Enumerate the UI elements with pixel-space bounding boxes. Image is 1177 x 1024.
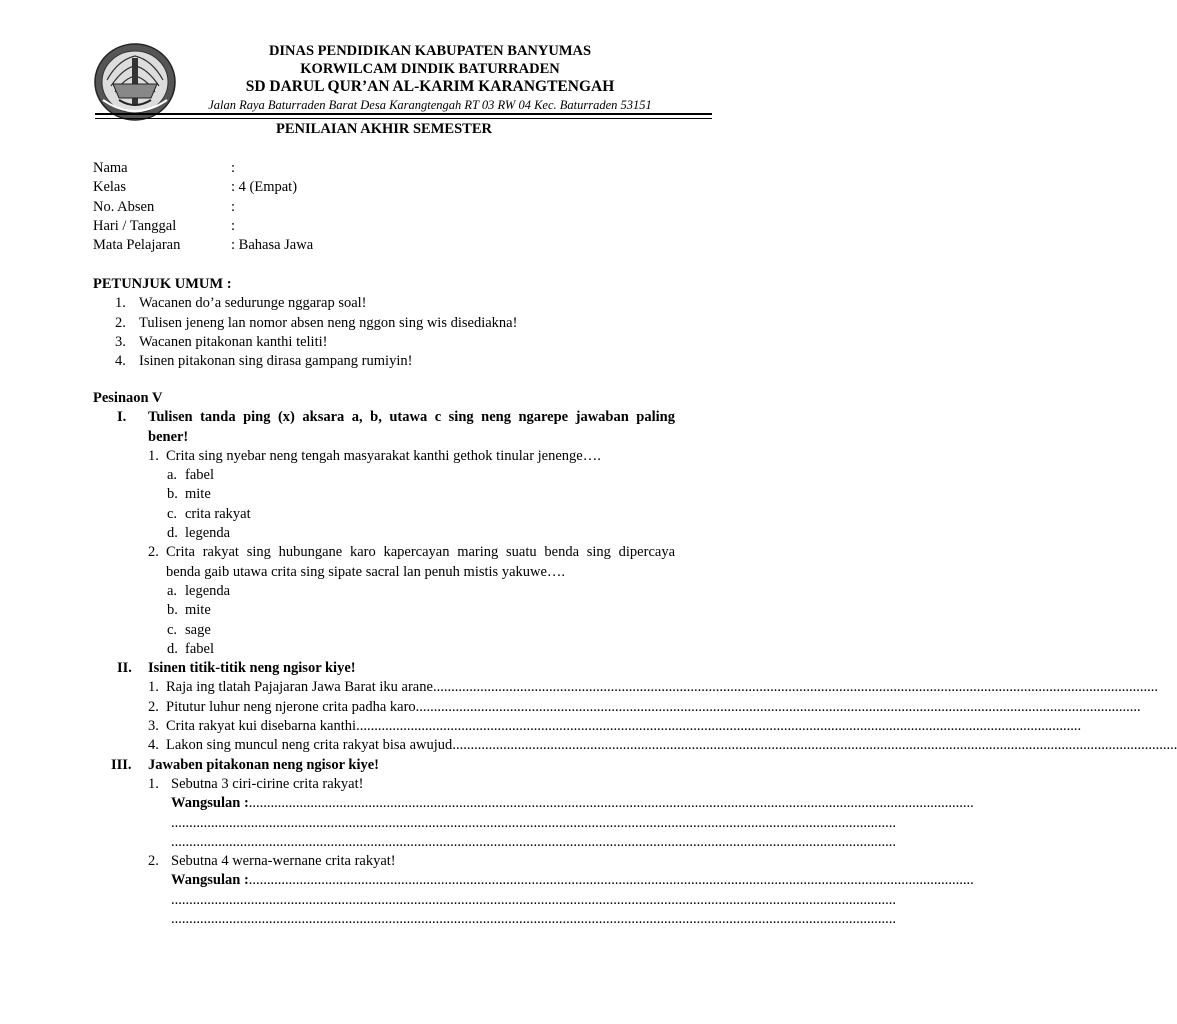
part-number: II.	[117, 660, 132, 677]
answer-line	[93, 910, 896, 929]
question-text: Crita sing nyebar neng tengah masyarakat kanthi gethok tinular jenenge….	[166, 447, 601, 464]
option: a. fabel	[93, 466, 713, 485]
school-address: Jalan Raya Baturraden Barat Desa Karangtengah RT 03 RW 04 Kec. Baturraden 53151	[208, 97, 652, 112]
answer-blank[interactable]: ........................................................................................................................................................................................................	[356, 718, 1082, 735]
fill-item-text: Lakon sing muncul neng crita rakyat bisa awujud	[166, 737, 453, 754]
option: a. legenda	[93, 582, 713, 601]
part-heading-cont	[93, 428, 713, 447]
instruction-text: Tulisen jeneng lan nomor absen neng nggon sing wis disediakna!	[139, 314, 518, 331]
answer-blank[interactable]: ........................................................................................................................................................................................................	[171, 814, 896, 831]
fill-item: 3. Crita rakyat kui disebarna kanthi........................................................................................................................................................................................................	[93, 717, 713, 736]
instructions-heading: PETUNJUK UMUM :	[93, 276, 232, 292]
answer-blank[interactable]: ........................................................................................................................................................................................................	[171, 891, 896, 908]
answer-line	[93, 814, 896, 833]
essay-question: 2. Sebutna 4 werna-wernane crita rakyat!	[93, 852, 713, 871]
question-cont	[93, 563, 713, 582]
answer-line	[93, 833, 896, 852]
option-text: legenda	[185, 525, 231, 542]
identity-label: Hari / Tanggal	[93, 217, 177, 234]
answer-blank[interactable]: ........................................................................................................................................................................................................	[432, 679, 1158, 696]
part-instruction: Isinen titik-titik neng ngisor kiye!	[148, 660, 356, 677]
answer-blank[interactable]: ........................................................................................................................................................................................................	[248, 872, 974, 889]
question-text: Sebutna 3 ciri-cirine crita rakyat!	[171, 775, 364, 792]
agency-name: DINAS PENDIDIKAN KABUPATEN BANYUMAS	[268, 43, 592, 59]
identity-value: : 4 (Empat)	[231, 179, 298, 196]
school-name: SD DARUL QUR’AN AL-KARIM KARANGTENGAH	[245, 78, 615, 95]
option-text: fabel	[185, 640, 214, 657]
identity-label: No. Absen	[93, 198, 155, 215]
answer-line	[93, 794, 974, 813]
fill-item: 2. Pitutur luhur neng njerone crita padha karo........................................................................................................................................................................................................	[93, 698, 713, 717]
answer-blank[interactable]: ........................................................................................................................................................................................................	[171, 911, 896, 928]
identity-value: :	[231, 160, 236, 176]
part-number: I.	[117, 409, 127, 426]
header-divider-thin	[95, 118, 712, 119]
answer-blank[interactable]: ........................................................................................................................................................................................................	[171, 833, 896, 850]
option-text: legenda	[185, 582, 231, 599]
identity-label: Kelas	[93, 179, 127, 196]
identity-label: Mata Pelajaran	[93, 237, 181, 254]
instruction-text: Wacanen do’a sedurunge nggarap soal!	[139, 295, 367, 312]
instruction-text: Wacanen pitakonan kanthi teliti!	[139, 333, 328, 350]
option-text: crita rakyat	[185, 505, 251, 522]
list-item: 3. Wacanen pitakonan kanthi teliti!	[93, 333, 713, 352]
identity-value: :	[231, 198, 236, 215]
option: b. mite	[93, 601, 713, 620]
option: d. fabel	[93, 640, 713, 659]
answer-blank[interactable]: ........................................................................................................................................................................................................	[248, 795, 974, 812]
header-divider-thick	[95, 113, 712, 115]
essay-question: 1. Sebutna 3 ciri-cirine crita rakyat!	[93, 775, 713, 794]
question: 2. Crita rakyat sing hubungane karo kapercayan maring suatu benda sing dipercaya	[93, 543, 713, 562]
option: c. crita rakyat	[93, 505, 713, 524]
regency-emblem-icon	[93, 40, 177, 124]
district-office: KORWILCAM DINDIK BATURRADEN	[300, 60, 560, 77]
option-text: sage	[185, 621, 211, 638]
part-number: III.	[111, 756, 132, 773]
question-text: Sebutna 4 werna-wernane crita rakyat!	[171, 853, 396, 870]
fill-item: 4. Lakon sing muncul neng crita rakyat bisa awujud........................................................................................................................................................................................................	[93, 736, 713, 755]
option: c. sage	[93, 621, 713, 640]
exam-section	[93, 389, 1177, 929]
option-text: mite	[185, 486, 211, 503]
general-instructions	[93, 275, 713, 371]
answer-label: Wangsulan :	[171, 795, 249, 812]
list-item: 1. Wacanen do’a sedurunge nggarap soal!	[93, 294, 713, 313]
answer-line	[93, 891, 896, 910]
question-text: benda gaib utawa crita sing sipate sacral lan penuh mistis yakuwe….	[166, 563, 566, 580]
part-heading	[93, 659, 713, 678]
fill-item-text: Crita rakyat kui disebarna kanthi	[166, 718, 357, 735]
instruction-text: Isinen pitakonan sing dirasa gampang rumiyin!	[139, 353, 413, 370]
fill-item: 1. Raja ing tlatah Pajajaran Jawa Barat iku arane........................................................................................................................................................................................................	[93, 678, 713, 697]
option: b. mite	[93, 485, 713, 504]
answer-blank[interactable]: ........................................................................................................................................................................................................	[415, 698, 1141, 715]
question: 1. Crita sing nyebar neng tengah masyarakat kanthi gethok tinular jenenge….	[93, 447, 713, 466]
fill-item-text: Raja ing tlatah Pajajaran Jawa Barat iku arane	[166, 679, 433, 696]
fill-item-text: Pitutur luhur neng njerone crita padha karo	[166, 698, 416, 715]
part-heading	[93, 756, 713, 775]
identity-value: : Bahasa Jawa	[231, 237, 314, 254]
option-text: fabel	[185, 467, 214, 484]
identity-label: Nama	[93, 160, 128, 176]
part-instruction: Tulisen tanda ping (x) aksara a, b, utawa c sing neng ngarepe jawaban paling	[148, 409, 675, 426]
section-title: Pesinaon V	[93, 390, 163, 406]
list-item: 2. Tulisen jeneng lan nomor absen neng nggon sing wis disediakna!	[93, 314, 713, 333]
page-title: PENILAIAN AKHIR SEMESTER	[276, 121, 492, 137]
option: d. legenda	[93, 524, 713, 543]
answer-blank[interactable]: ........................................................................................................................................................................................................	[452, 737, 1177, 754]
answer-label: Wangsulan :	[171, 872, 249, 889]
list-item: 4. Isinen pitakonan sing dirasa gampang rumiyin!	[93, 352, 713, 371]
question-text: Crita rakyat sing hubungane karo kapercayan maring suatu benda sing dipercaya	[166, 544, 675, 561]
part-instruction: Jawaben pitakonan neng ngisor kiye!	[148, 756, 379, 773]
letterhead	[190, 43, 670, 113]
part-heading	[93, 408, 713, 427]
identity-value: :	[231, 217, 236, 234]
part-instruction: bener!	[148, 428, 189, 445]
answer-line	[93, 871, 974, 890]
option-text: mite	[185, 602, 211, 619]
